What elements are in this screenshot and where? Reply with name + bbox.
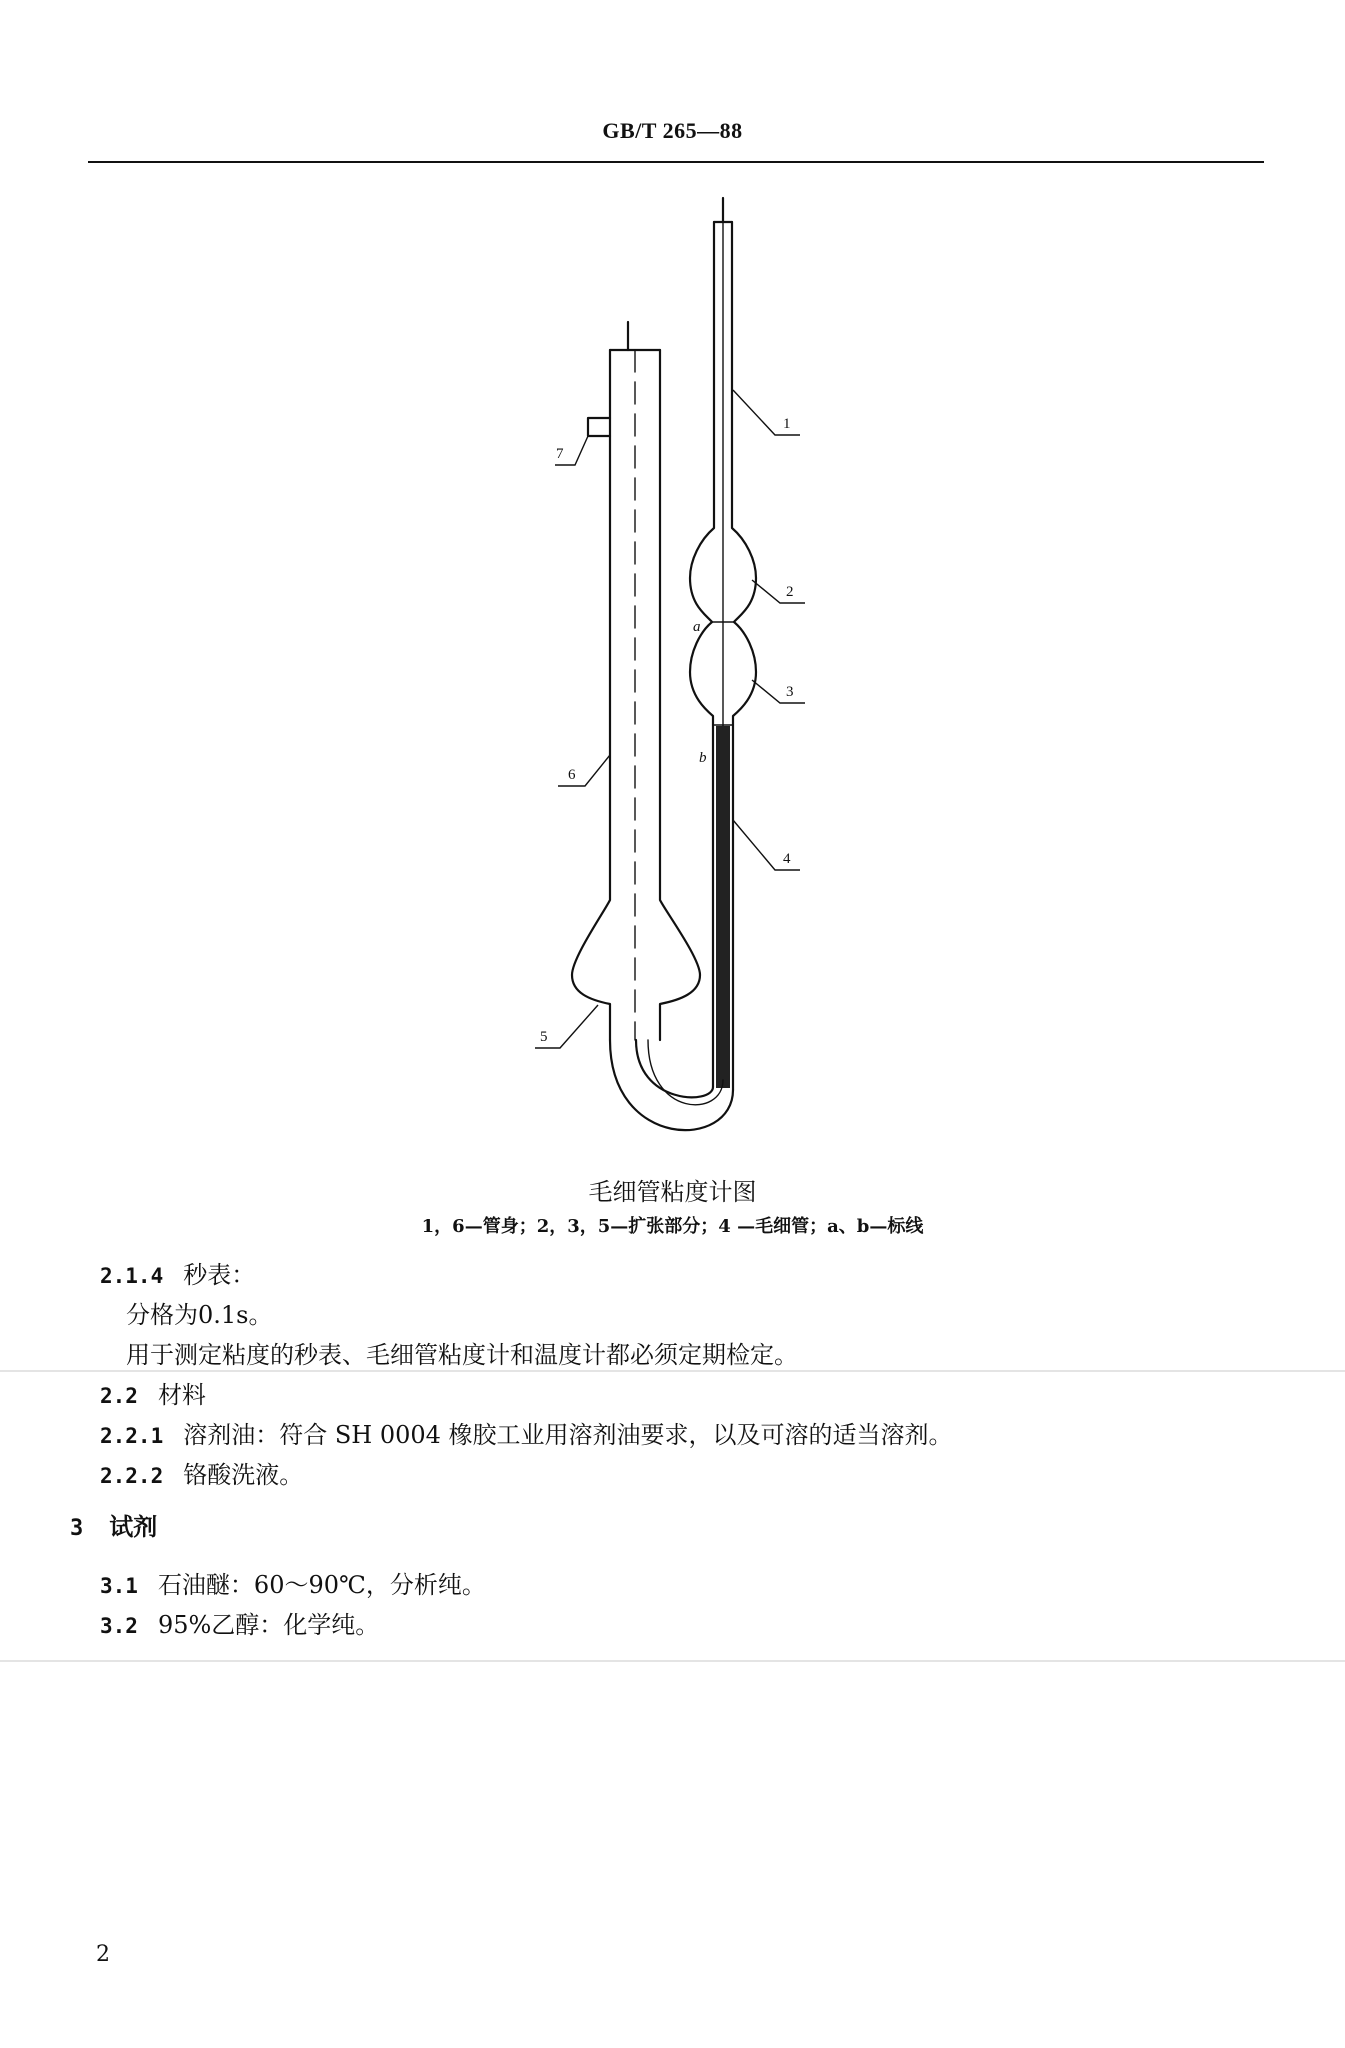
label-6: 6 (568, 767, 576, 783)
clause-number: 3.2 (100, 1614, 138, 1638)
u-bend-outer (610, 1040, 733, 1130)
clause-2-2-1 (100, 1415, 953, 1450)
label-mark-b: b (699, 750, 707, 766)
clause-text: 分格为0.1s。 (126, 1301, 273, 1329)
label-2: 2 (786, 584, 794, 600)
clause-2-2-2 (100, 1455, 303, 1490)
tube-1-right-wall (732, 222, 756, 1090)
label-5: 5 (540, 1029, 548, 1045)
clause-number: 2.1.4 (100, 1264, 164, 1288)
label-mark-a: a (693, 619, 701, 635)
leader-6 (558, 755, 610, 786)
clause-number: 2.2 (100, 1384, 138, 1408)
scan-artifact (0, 1660, 1345, 1662)
clause-3-2 (100, 1605, 379, 1640)
clause-2-2 (100, 1375, 206, 1410)
clause-paragraph (126, 1335, 798, 1370)
leader-3 (752, 680, 805, 703)
standard-code: GB/T 265—88 (602, 118, 743, 143)
clause-text: 铬酸洗液。 (183, 1461, 304, 1489)
u-bend-bore (648, 1040, 723, 1105)
clause-2-1-4 (100, 1255, 255, 1290)
label-1: 1 (783, 416, 791, 432)
branch-7 (588, 418, 610, 436)
label-3: 3 (786, 684, 794, 700)
clause-number: 2.2.2 (100, 1464, 164, 1488)
capillary-4-fill (716, 726, 730, 1088)
clause-text: 用于测定粘度的秒表、毛细管粘度计和温度计都必须定期检定。 (126, 1341, 798, 1369)
figure-legend: 1，6—管身；2，3，5—扩张部分；4 —毛细管；a、b—标线 (421, 1216, 924, 1237)
u-bend-inner (636, 1040, 713, 1097)
section-title: 试剂 (109, 1512, 158, 1541)
section-3-heading (70, 1507, 157, 1542)
clause-paragraph (126, 1295, 272, 1330)
clause-text: 石油醚：60～90℃，分析纯。 (157, 1571, 486, 1599)
clause-text: 溶剂油：符合 SH 0004 橡胶工业用溶剂油要求，以及可溶的适当溶剂。 (183, 1421, 953, 1449)
label-4: 4 (783, 851, 791, 867)
figure-caption: 毛细管粘度计图 (588, 1178, 757, 1206)
leader-2 (752, 580, 805, 603)
clause-number: 2.2.1 (100, 1424, 164, 1448)
clause-text: 95%乙醇：化学纯。 (157, 1611, 380, 1639)
clause-number: 3.1 (100, 1574, 138, 1598)
section-number: 3 (70, 1516, 84, 1541)
clause-3-1 (100, 1565, 486, 1600)
scan-artifact (0, 1370, 1345, 1372)
clause-text: 材料 (157, 1381, 206, 1409)
tube-6-left-wall (572, 350, 610, 1040)
page-number: 2 (96, 1942, 110, 1967)
label-7: 7 (556, 446, 564, 462)
tube-6-right-wall (660, 350, 700, 1040)
clause-text: 秒表： (183, 1261, 256, 1289)
